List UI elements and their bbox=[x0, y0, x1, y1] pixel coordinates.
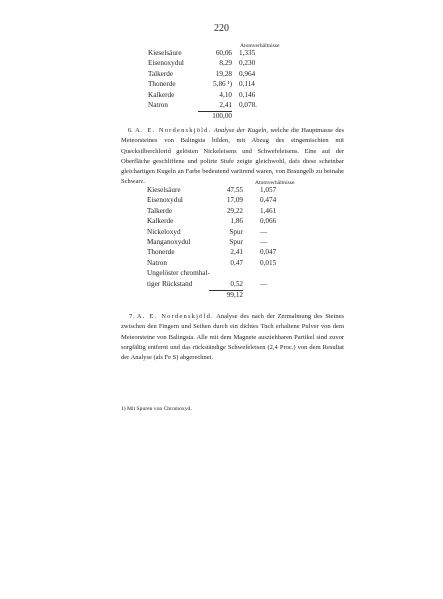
atom-ratio: — bbox=[260, 227, 268, 236]
atom-ratio: 0,078. bbox=[239, 101, 257, 109]
atom-ratio: 0,146 bbox=[239, 90, 256, 99]
table-row bbox=[148, 90, 308, 100]
table-sum: 100,00 bbox=[212, 112, 232, 121]
component-value: 1,86 bbox=[230, 217, 243, 226]
table-row bbox=[147, 185, 322, 195]
atom-ratio: — bbox=[260, 238, 268, 246]
atom-ratio: 0,066 bbox=[260, 217, 277, 226]
table-row bbox=[147, 227, 322, 237]
component-value: 0,52 bbox=[230, 279, 243, 288]
component-value: Spur bbox=[229, 238, 243, 246]
component-name: Natron bbox=[147, 258, 167, 267]
table-row bbox=[147, 216, 322, 226]
component-value: 19,28 bbox=[215, 69, 232, 78]
component-name: Talkerde bbox=[147, 206, 173, 215]
table-row bbox=[147, 195, 322, 205]
para-number: 6. bbox=[127, 127, 133, 134]
component-value: 8,29 bbox=[219, 59, 232, 68]
component-value: 4,10 bbox=[219, 90, 232, 99]
paragraph-7 bbox=[121, 312, 344, 363]
atom-ratio: 0,114 bbox=[239, 80, 255, 89]
component-value: 17,09 bbox=[226, 196, 243, 205]
component-name: Kieselsäure bbox=[148, 49, 182, 57]
component-name: Ungelöster chromhal- bbox=[147, 269, 210, 278]
atom-ratio: 1,335 bbox=[239, 49, 256, 57]
component-value: 2,41 bbox=[219, 101, 232, 109]
author-name: A. E. Nordenskjöld. bbox=[136, 313, 214, 320]
para-text: welche die Hauptmasse des Meteorsteines von Balingsta bilden, mit Abzug des eingemischten mit Quecksilberchlorid gelösten Nickeleisens und Schwefeleisens. Eine auf der Oberfläche geschliffene und polirte Stufe zeigte gleichwohl, dafs diese scheinbar gleichartigen Kugeln an Farbe bedeutend variirend waren, von Braungelb zu beinahe Schwarz. bbox=[121, 127, 345, 186]
component-name: Kieselsäure bbox=[147, 186, 181, 194]
table-row bbox=[148, 58, 308, 68]
table-header-atomverhaeltnisse: Atomverhältnisse bbox=[240, 43, 280, 49]
table-row bbox=[148, 69, 308, 79]
component-value: 0,47 bbox=[230, 258, 243, 267]
table-sum: 99,12 bbox=[226, 291, 243, 299]
component-name: Thonerde bbox=[147, 248, 175, 257]
table-row bbox=[147, 279, 322, 289]
atom-ratio: 0,230 bbox=[239, 59, 256, 68]
table-row bbox=[147, 258, 322, 268]
component-value: 2,41 bbox=[230, 248, 243, 257]
component-value: Spur bbox=[229, 227, 243, 236]
table-row bbox=[148, 79, 308, 89]
component-name: Kalkerde bbox=[148, 90, 175, 99]
atom-ratio: 0,015 bbox=[260, 258, 277, 267]
table-row bbox=[147, 206, 322, 216]
component-name: Natron bbox=[148, 101, 168, 109]
component-value: 5,86 ¹) bbox=[213, 80, 232, 89]
para-title: Analyse der Kugeln, bbox=[213, 127, 269, 134]
component-name: Manganoxydul bbox=[147, 238, 191, 246]
author-name: A. E. Nordenskjöld. bbox=[135, 127, 212, 134]
table-row bbox=[148, 48, 308, 58]
component-value: 29,22 bbox=[226, 206, 243, 215]
component-value: 60,06 bbox=[215, 49, 232, 57]
component-name: Nickeloxyd bbox=[147, 227, 181, 236]
table-header-atomverhaeltnisse: Atomverhältnisse bbox=[255, 180, 295, 186]
atom-ratio: 0,474 bbox=[260, 196, 277, 205]
paragraph-6 bbox=[121, 126, 344, 188]
component-name: tiger Rückstand bbox=[147, 279, 193, 288]
component-value: 47,55 bbox=[226, 186, 243, 194]
table-row bbox=[147, 237, 322, 247]
footnote: 1) Mit Spuren von Chromoxyd. bbox=[121, 406, 192, 412]
component-name: Eisenoxydul bbox=[148, 59, 184, 68]
atom-ratio: 0,047 bbox=[260, 248, 277, 257]
table-row bbox=[147, 268, 322, 278]
para-text: Analyse des nach der Zermalmung des Steines zwischen den Fingern und Seihen durch ein dichtes Tuch erhaltene Pulver von dem Meteorsteine von Balingsta. Alle mit dem Magnete ausziehbaren Partikel sind zuvor sorgfältig entfernt und das rückständige Schwefeleisen (2,4 Proc.) von dem Resultat der Analyse (als Fe S) abgerechnet. bbox=[121, 313, 344, 362]
atom-ratio: 1,057 bbox=[260, 186, 277, 194]
component-name: Kalkerde bbox=[147, 217, 174, 226]
para-number: 7. bbox=[129, 313, 134, 320]
atom-ratio: — bbox=[260, 279, 268, 288]
table-row bbox=[148, 100, 308, 110]
component-name: Talkerde bbox=[148, 69, 174, 78]
component-name: Thonerde bbox=[148, 80, 176, 89]
atom-ratio: 0,964 bbox=[239, 69, 256, 78]
component-name: Eisenoxydul bbox=[147, 196, 183, 205]
atom-ratio: 1,461 bbox=[260, 206, 277, 215]
page-number: 220 bbox=[214, 23, 229, 34]
table-row bbox=[147, 247, 322, 257]
